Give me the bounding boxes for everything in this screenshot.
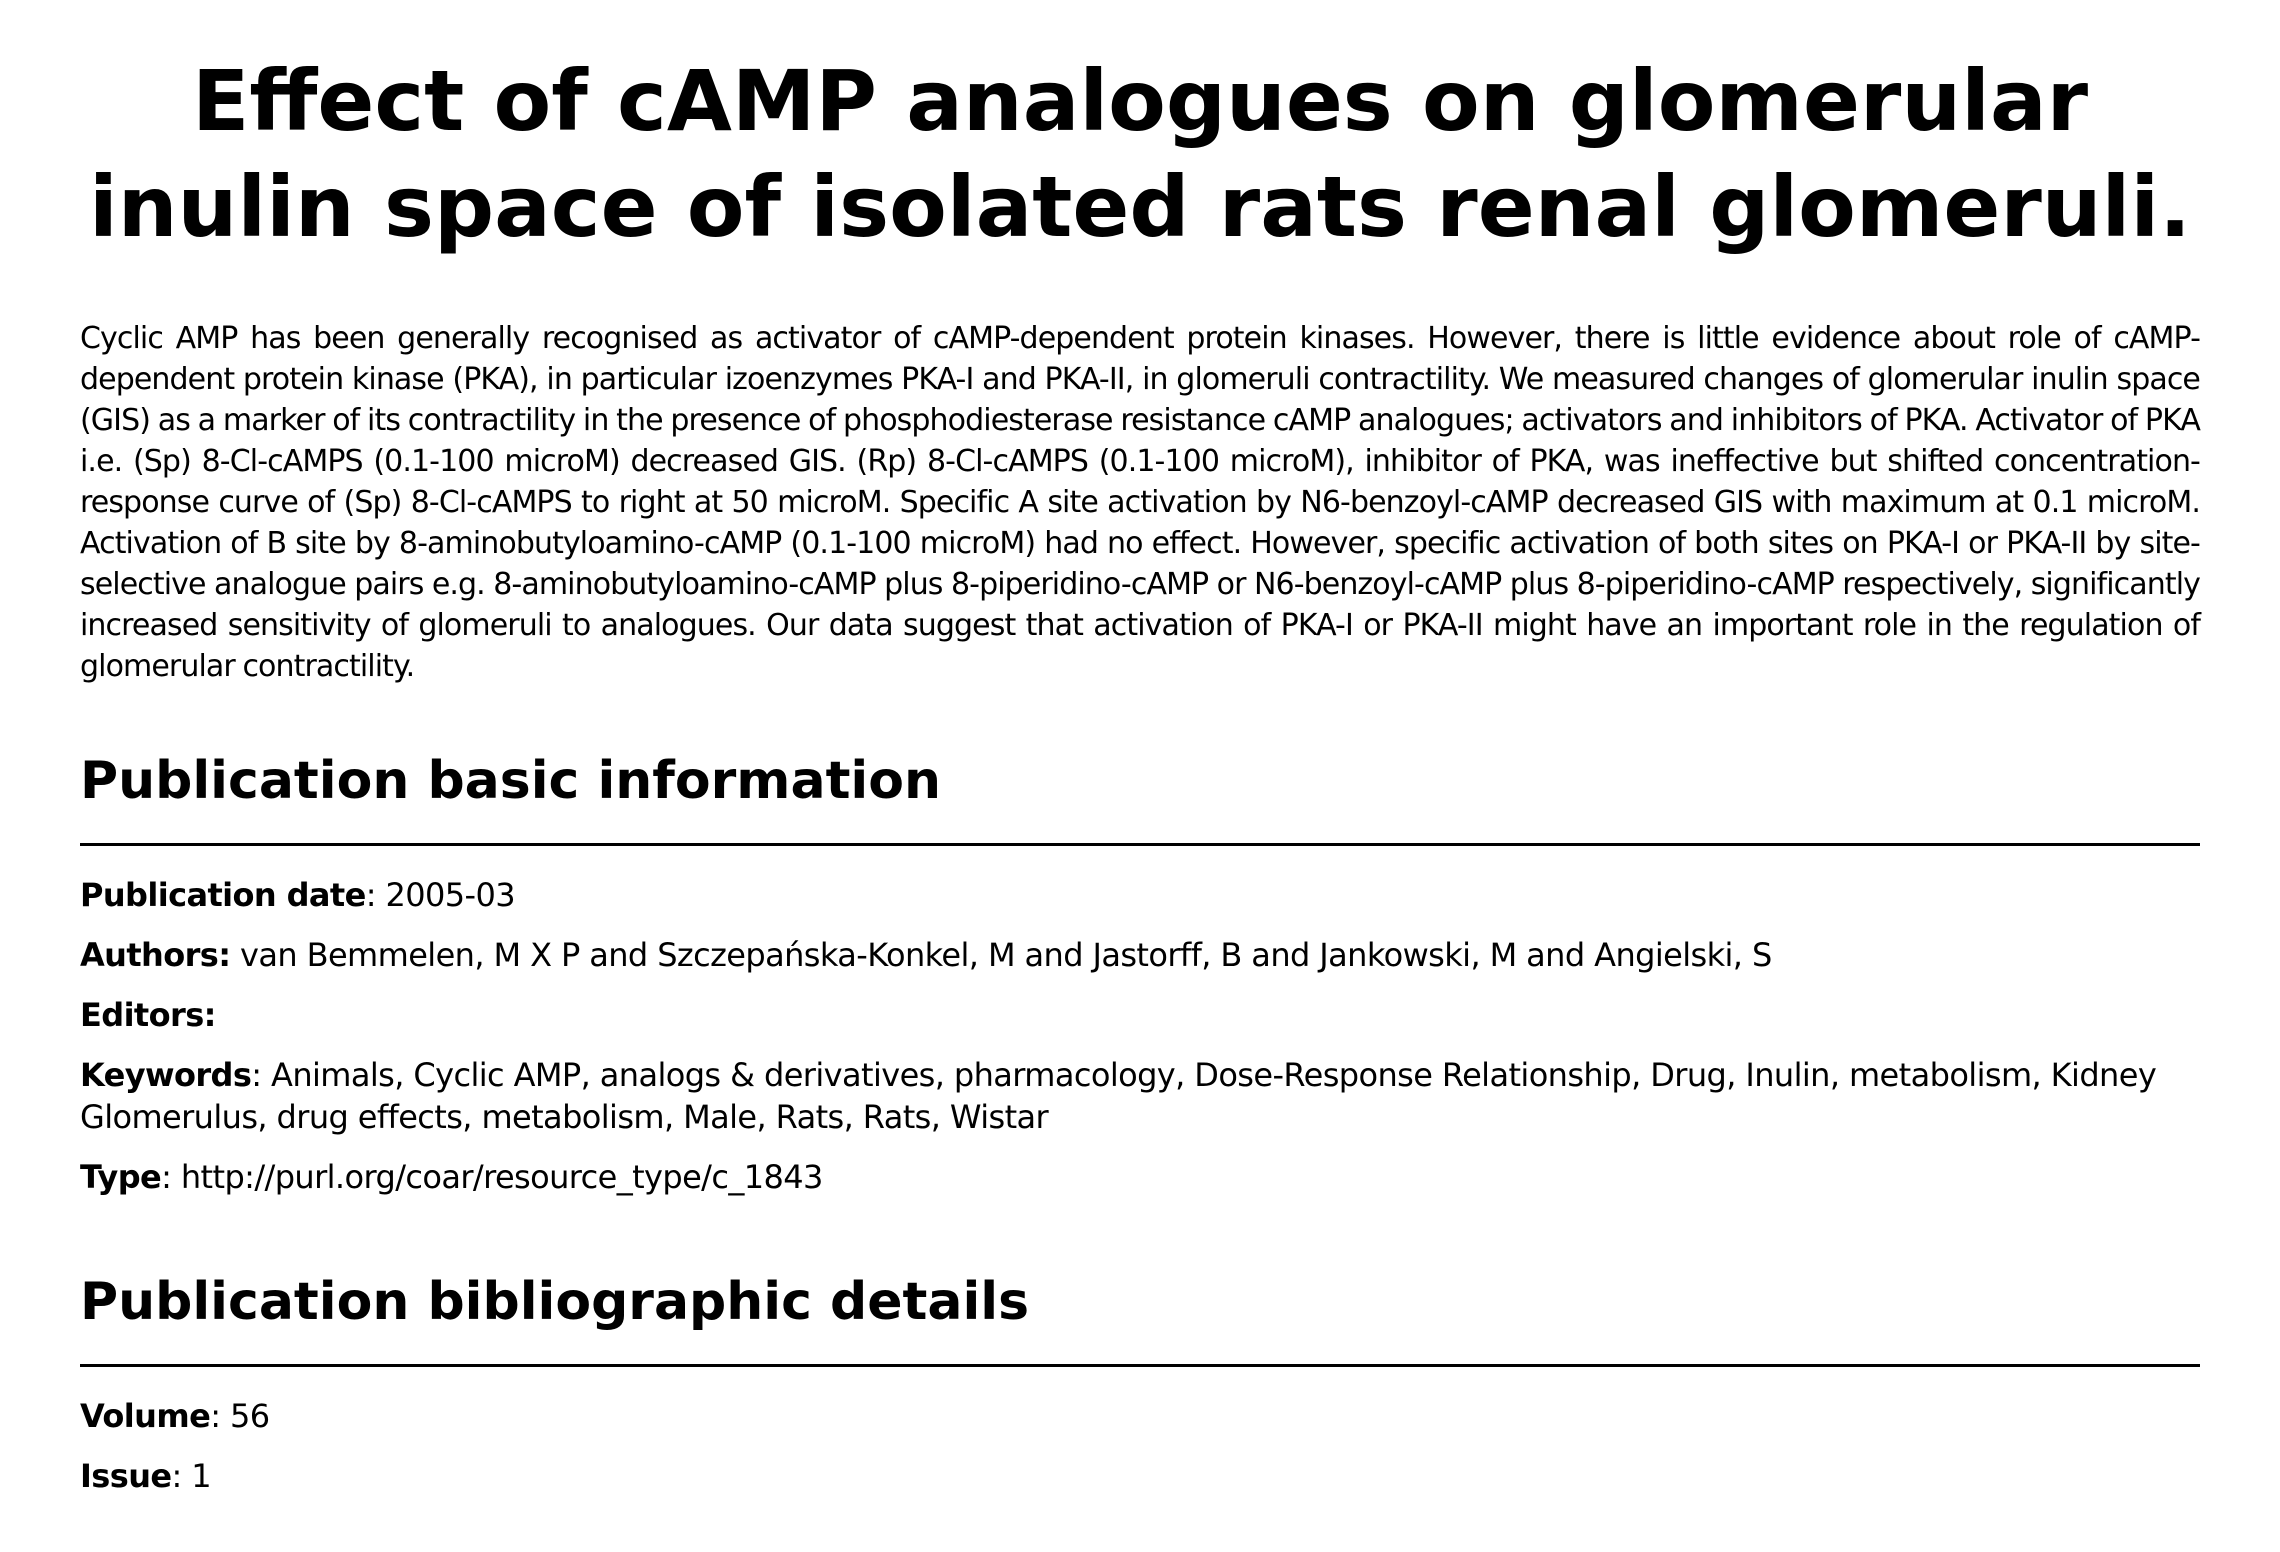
volume-field (80, 1395, 2200, 1437)
bibliographic-heading: Publication bibliographic details (80, 1272, 1030, 1332)
issue-field (80, 1455, 2200, 1497)
bibliographic-divider (80, 1364, 2200, 1367)
editors-label: Editors: (80, 996, 216, 1034)
page-title: Effect of cAMP analogues on glomerular inulin space of isolated rats renal glomeruli. (88, 52, 2192, 256)
basic-info-divider (80, 843, 2200, 846)
type-label: Type (80, 1158, 162, 1196)
volume-label: Volume (80, 1397, 211, 1435)
publication-date-field (80, 874, 2200, 916)
issue-value: : 1 (171, 1457, 212, 1495)
keywords-field (80, 1054, 2200, 1138)
type-field (80, 1156, 2200, 1198)
keywords-value: : Animals, Cyclic AMP, analogs & derivatives, pharmacology, Dose-Response Relationship, Drug, Inulin, metabolism, Kidney Glomerulus, drug effects, metabolism, Male, Rats, Rats, Wistar (80, 1056, 2157, 1136)
keywords-label: Keywords (80, 1056, 252, 1094)
publication-date-label: Publication date (80, 876, 366, 914)
authors-field (80, 934, 2200, 976)
issue-label: Issue (80, 1457, 172, 1495)
volume-value: : 56 (210, 1397, 270, 1435)
authors-label: Authors: (80, 936, 231, 974)
basic-info-heading: Publication basic information (80, 751, 941, 811)
abstract-text: Cyclic AMP has been generally recognised as activator of cAMP-dependent protein kinases. However, there is little evidence about role of cAMP-dependent protein kinase (PKA), in particular izoenzymes PKA-I and PKA-II, in glomeruli contractility. We measured changes of glomerular inulin space (GIS) as a marker of its contractility in the presence of phosphodiesterase resistance cAMP analogues; activators and inhibitors of PKA. Activator of PKA i.e. (Sp) 8-Cl-cAMPS (0.1-100 microM) decreased GIS. (Rp) 8-Cl-cAMPS (0.1-100 microM), inhibitor of PKA, was ineffective but shifted concentration-response curve of (Sp) 8-Cl-cAMPS to right at 50 microM. Specific A site activation by N6-benzoyl-cAMP decreased GIS with maximum at 0.1 microM. Activation of B site by 8-aminobutyloamino-cAMP (0.1-100 microM) had no effect. However, specific activation of both sites on PKA-I or PKA-II by site-selective analogue pairs e.g. 8-aminobutyloamino-cAMP plus 8-piperidino-cAMP or N6-benzoyl-cAMP plus 8-piperidino-cAMP respectively, significantly increased sensitivity of glomeruli to analogues. Our data suggest that activation of PKA-I or PKA-II might have an important role in the regulation of glomerular contractility. (80, 321, 2200, 684)
type-value: : http://purl.org/coar/resource_type/c_1843 (161, 1158, 823, 1196)
authors-value: van Bemmelen, M X P and Szczepańska-Konkel, M and Jastorff, B and Jankowski, M and Angielski, S (230, 936, 1772, 974)
publication-date-value: : 2005-03 (365, 876, 515, 914)
editors-field (80, 994, 2200, 1036)
